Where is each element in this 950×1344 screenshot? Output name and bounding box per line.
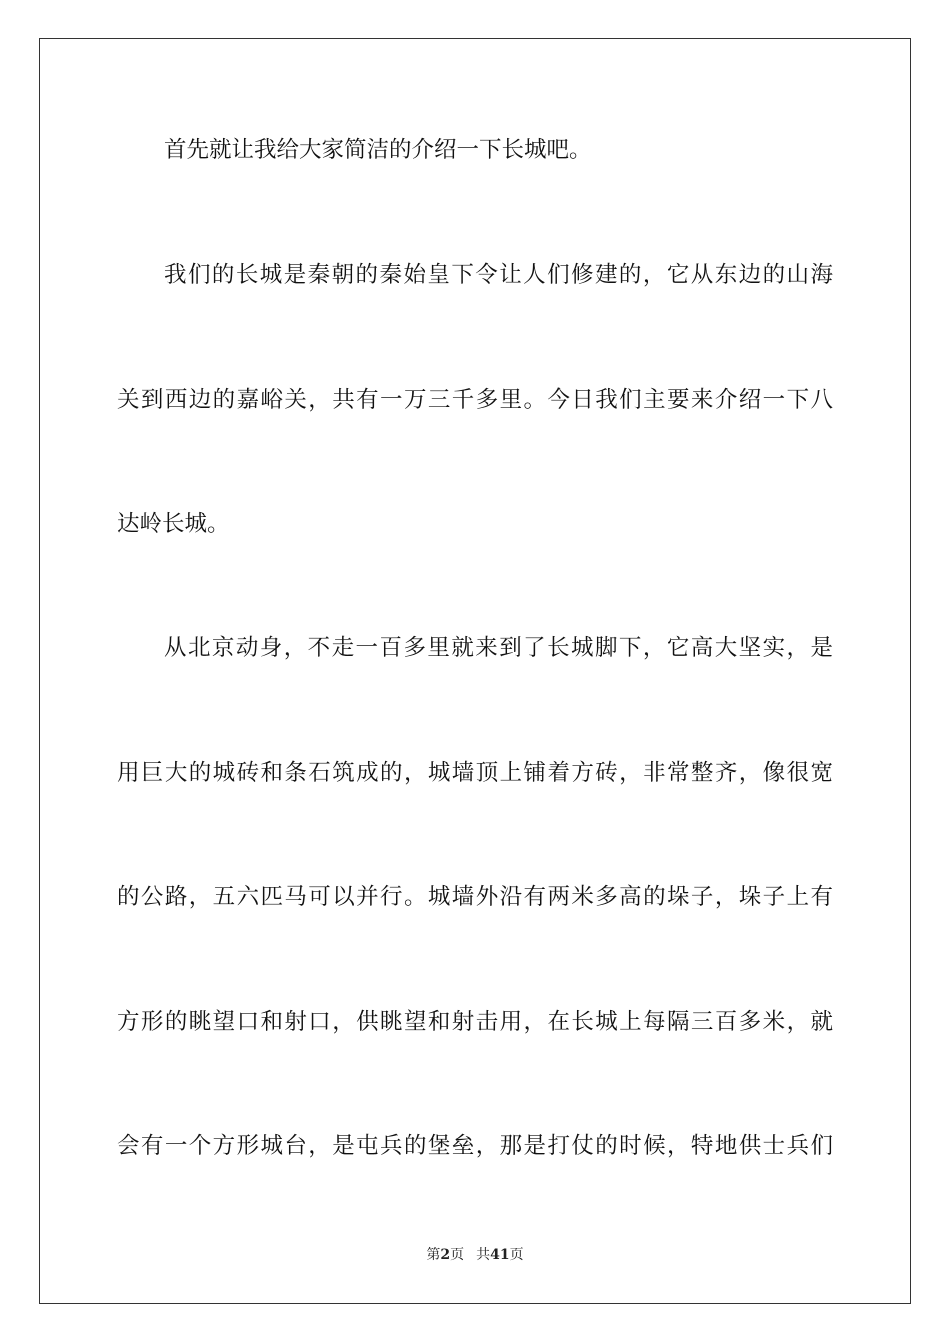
paragraph-3-line-3: 的公路，五六匹马可以并行。城墙外沿有两米多高的垛子，垛子上有: [117, 884, 833, 910]
total-suffix: 页: [509, 1247, 524, 1263]
paragraph-3-line-1: 从北京动身，不走一百多里就来到了长城脚下，它高大坚实，是: [164, 635, 833, 661]
paragraph-3-line-2: 用巨大的城砖和条石筑成的，城墙顶上铺着方砖，非常整齐，像很宽: [117, 760, 833, 786]
total-prefix: 共: [476, 1247, 491, 1263]
paragraph-3-line-4: 方形的眺望口和射口，供眺望和射击用，在长城上每隔三百多米，就: [117, 1009, 833, 1035]
total-pages: 41: [490, 1247, 510, 1263]
paragraph-3-line-5: 会有一个方形城台，是屯兵的堡垒，那是打仗的时候，特地供士兵们: [117, 1133, 833, 1159]
paragraph-2-line-3: 达岭长城。: [117, 511, 230, 537]
paragraph-1-line-1: 首先就让我给大家简洁的介绍一下长城吧。: [164, 137, 592, 163]
paragraph-2-line-1: 我们的长城是秦朝的秦始皇下令让人们修建的，它从东边的山海: [164, 262, 833, 288]
page-border: [39, 38, 911, 1304]
paragraph-2-line-2: 关到西边的嘉峪关，共有一万三千多里。今日我们主要来介绍一下八: [117, 387, 833, 413]
page-number: 2: [440, 1247, 451, 1263]
page-suffix: 页: [450, 1247, 465, 1263]
page-prefix: 第: [426, 1247, 441, 1263]
page-footer: [0, 1245, 950, 1265]
